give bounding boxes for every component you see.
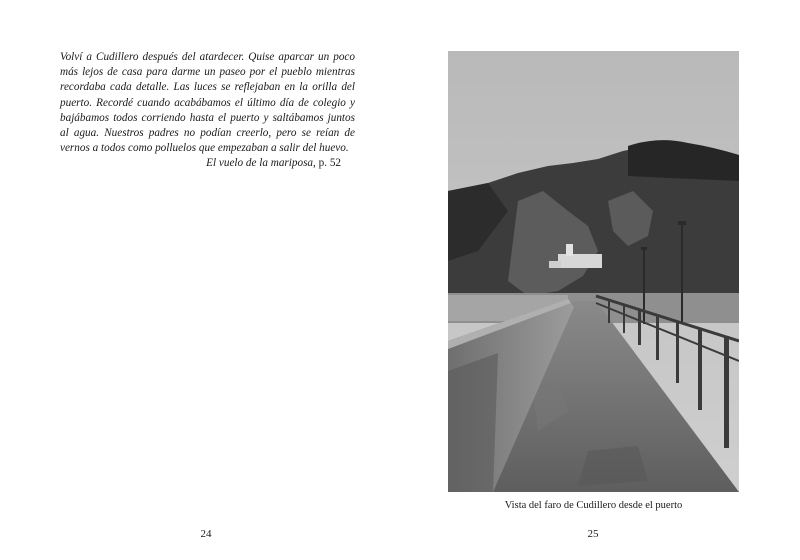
excerpt-source <box>60 157 341 169</box>
right-page <box>400 0 800 560</box>
lighthouse-pier-photo <box>448 51 739 492</box>
page-number-left: 24 <box>200 528 212 540</box>
book-excerpt: Volví a Cudillero después del atardecer. Quise aparcar un poco más lejos de casa para darme un paseo por el pueblo mientras recordaba cada detalle. Las luces se reflejaban en la orilla del puerto. Recordé cuando acabábamos el último día de colegio y bajábamos todos corriendo hasta el puerto y saltábamos juntos al agua. Nuestros padres no podían creerlo, pero se reían de vernos a todos como polluelos que empezaban a salir del huevo. <box>60 51 355 155</box>
source-book-title: El vuelo de la mariposa <box>206 157 314 169</box>
page-number-right: 25 <box>587 528 599 540</box>
source-page-ref: , p. 52 <box>313 157 341 169</box>
photo-caption: Vista del faro de Cudillero desde el puerto <box>504 500 683 511</box>
